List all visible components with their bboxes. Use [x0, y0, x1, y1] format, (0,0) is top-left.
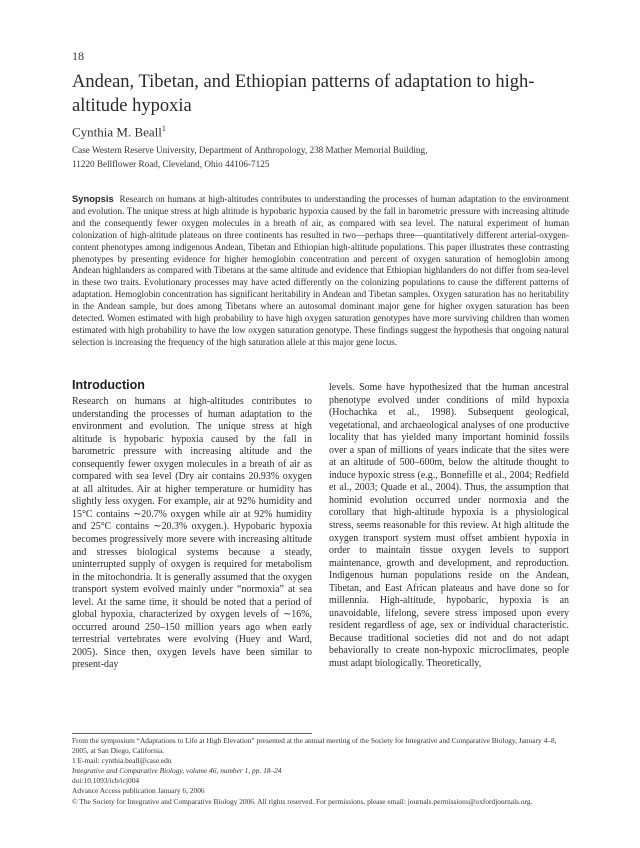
section-heading-introduction: Introduction [72, 378, 145, 392]
footnote-email: 1 E-mail: cynthia.beall@case.edu [72, 756, 172, 766]
author-line [72, 124, 166, 140]
affiliation-line-2: 11220 Bellflower Road, Cleveland, Ohio 44106-7125 [72, 159, 270, 169]
page-number: 18 [72, 49, 84, 63]
body-column-left: Research on humans at high-altitudes contributes to understanding the processes of human adaptation to the environment and evolution. The unique stress at high altitude is hypobaric hypoxia caused by the fall in barometric pressure with increasing altitude and the consequently fewer oxygen molecules in a breath of air as compared with sea level (Dry air contains 20.93% oxygen at all altitudes. Air at higher temperature or humidity has slightly less oxygen. For example, air at 92% humidity and 15°C contains ∼20.7% oxygen while air at 92% humidity and 25°C contains ∼20.3% oxygen.). Hypobaric hypoxia becomes progressively more severe with increasing altitude and stresses biological systems because a steady, uninterrupted supply of oxygen is required for metabolism in the mitochondria. It is generally assumed that the oxygen transport system evolved mainly under “normoxia” at sea level. At the same time, it should be noted that a period of global hypoxia, characterized by oxygen levels of ∼16%, occurred around 250–150 million years ago when early terrestrial vertebrates were evolving (Huey and Ward, 2005). Since then, oxygen levels have been similar to present-day [72, 396, 312, 671]
footnote-divider [72, 733, 312, 734]
author-name: Cynthia M. Beall [72, 124, 162, 140]
footnote-advance-access: Advance Access publication January 6, 2006 [72, 786, 205, 796]
article-title: Andean, Tibetan, and Ethiopian patterns of adaptation to high-altitude hypoxia [72, 72, 535, 116]
author-footnote-mark: 1 [161, 124, 166, 133]
footnote-doi: doi:10.1093/icb/icj004 [72, 776, 140, 786]
synopsis-label: Synopsis [72, 193, 114, 204]
affiliation-line-1: Case Western Reserve University, Department of Anthropology, 238 Mather Memorial Building, [72, 145, 428, 155]
footnote-journal: Integrative and Comparative Biology, volume 46, number 1, pp. 18–24 [72, 766, 282, 776]
body-column-right: levels. Some have hypothesized that the human ancestral phenotype evolved under conditions of mild hypoxia (Hochachka et al., 1998). Subsequent geological, vegetational, and archaeological analyses of one productive locality that has yielded many important hominid fossils over a span of millions of years indicate that the sites were at an altitude of 500–600m, below the altitude thought to induce hypoxic stress (e.g., Bonnefille et al., 2004; Redfield et al., 2003; Quade et al., 2004). Thus, the assumption that hominid evolution occurred under normoxia and the corollary that high-altitude hypoxia is a physiological stress, seems reasonable for this review. At high altitude the oxygen transport system must offset ambient hypoxia in order to maintain tissue oxygen levels to support maintenance, growth and development, and reproduction. Indigenous human populations reside on the Andean, Tibetan, and East African plateaus and have done so for millennia. High-altitude, hypobaric, hypoxia is an unavoidable, lifelong, severe stress imposed upon every resident regardless of age, sex or individual characteristic. Because traditional societies did not and do not adapt behaviorally to create non-hypoxic microclimates, people must adapt biologically. Theoretically, [329, 382, 569, 670]
footnotes [72, 736, 570, 807]
affiliation [72, 143, 572, 171]
synopsis-text: Research on humans at high-altitudes contributes to understanding the processes of human adaptation to the environment and evolution. The unique stress at high altitude is hypobaric hypoxia caused by the fall in barometric pressure with increasing altitude and the consequently fewer oxygen molecules in a breath of air, as compared with sea level. The natural experiment of human colonization of high-altitude plateaus on three continents has resulted in two—perhaps three—quantitatively different arterial-oxygen-content phenotypes among indigenous Andean, Tibetan and Ethiopian high-altitude populations. This paper illustrates these contrasting phenotypes by presenting evidence for higher hemoglobin concentration and percent of oxygen saturation of hemoglobin among Andean highlanders as compared with Tibetans at the same altitude and evidence that Ethiopian highlanders do not differ from sea-level in these two traits. Evolutionary processes may have acted differently on the colonizing populations to cause the different patterns of adaptation. Hemoglobin concentration has significant heritability in Andean and Tibetan samples. Oxygen saturation has no heritability in the Andean sample, but does among Tibetans where an autosomal dominant major gene for higher oxygen saturation has been detected. Women estimated with high probability to have high oxygen saturation genotypes have more surviving children than women estimated with high probability to have the low oxygen saturation genotype. These findings suggest the hypothesis that ongoing natural selection is increasing the frequency of the high saturation allele at this major gene locus. [72, 194, 569, 347]
footnote-copyright: © The Society for Integrative and Comparative Biology 2006. All rights reserved. For permissions, please email: journals.permissions@oxfordjournals.org. [72, 796, 533, 806]
synopsis [72, 193, 569, 349]
footnote-symposium: From the symposium “Adaptations to Life at High Elevation” presented at the annual meeting of the Society for Integrative and Comparative Biology, January 4–8, 2005, at San Diego, California. [72, 736, 557, 756]
